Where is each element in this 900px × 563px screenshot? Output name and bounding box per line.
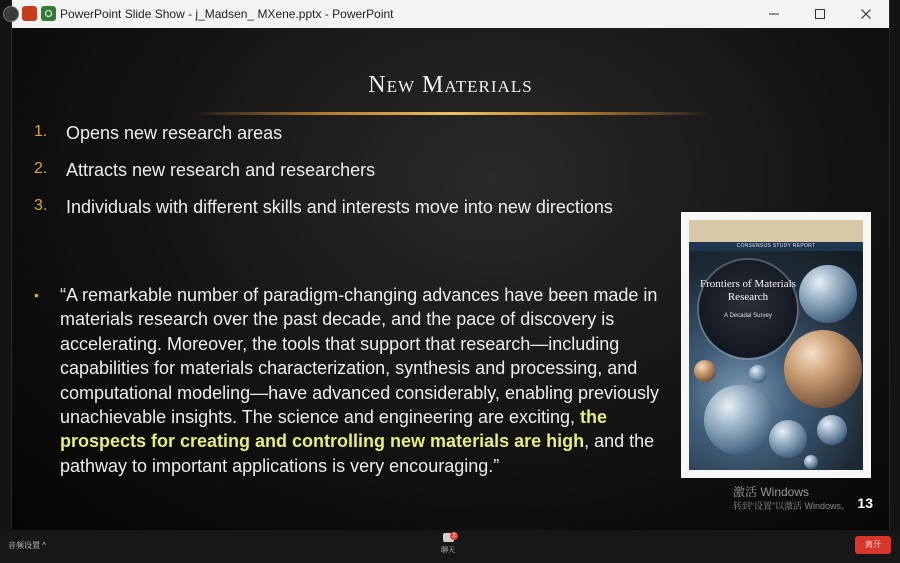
quote-text <box>60 283 664 478</box>
bubble-graphic <box>749 365 767 383</box>
bubble-graphic <box>799 265 857 323</box>
book-band-label: CONSENSUS STUDY REPORT <box>736 243 816 249</box>
chat-button[interactable] <box>436 533 460 561</box>
quote-block <box>34 283 664 478</box>
title-divider <box>192 112 712 115</box>
bubble-graphic <box>694 360 716 382</box>
book-title-circle <box>699 260 797 358</box>
title-bar <box>12 0 889 28</box>
quote-text-start: “A remarkable number of paradigm-changing advances have been made in materials research over the past decade, and the pace of discovery is accelerating. Moreover, the tools that support that research—including capabilities for materials characterization, synthesis and processing, and computational modeling—have advanced considerably, enabling previously unachievable insights. The science and engineering are exciting, <box>60 285 660 428</box>
slide[interactable] <box>12 28 889 530</box>
book-title: Frontiers of Materials Research <box>700 278 796 303</box>
book-top-band <box>689 220 863 242</box>
app-menu-icon[interactable] <box>3 6 19 22</box>
bullet-icon: • <box>34 287 39 303</box>
list-marker: 3. <box>34 197 48 214</box>
bubble-graphic <box>784 330 862 408</box>
slide-number: 13 <box>857 495 873 511</box>
book-subtitle: A Decadal Survey <box>724 313 772 319</box>
activate-windows-hint: 转到“设置”以激活 Windows。 <box>733 501 851 511</box>
window-controls <box>751 0 889 28</box>
maximize-icon[interactable] <box>797 0 843 28</box>
bubble-graphic <box>769 420 807 458</box>
list-item-text: Opens new research areas <box>66 123 283 143</box>
list-marker: 1. <box>34 123 48 140</box>
list-item-text: Attracts new research and researchers <box>66 160 376 180</box>
book-cover-art <box>689 220 863 470</box>
powerpoint-icon <box>22 6 37 21</box>
powerpoint-window <box>11 0 890 530</box>
minimize-icon[interactable] <box>751 0 797 28</box>
chat-label: 聊天 <box>441 547 455 554</box>
list-item <box>34 194 654 220</box>
leave-button[interactable]: 离开 <box>855 536 891 554</box>
list-item-text: Individuals with different skills and interests move into new directions <box>66 197 613 217</box>
recording-icon <box>41 6 56 21</box>
book-cover-image <box>681 212 871 478</box>
list-marker: 2. <box>34 160 48 177</box>
chat-badge: 2 <box>450 532 458 540</box>
activate-windows-title: 激活 Windows <box>733 485 810 499</box>
close-icon[interactable] <box>843 0 889 28</box>
bubble-graphic <box>817 415 847 445</box>
quote-text-end: , and the pathway to important applications is very encouraging.” <box>60 431 655 476</box>
meeting-toolbar <box>0 530 900 563</box>
slide-title: New Materials <box>368 72 533 98</box>
bubble-graphic <box>704 385 774 455</box>
numbered-list <box>34 120 654 231</box>
list-item <box>34 120 654 146</box>
quote-highlight: the prospects for creating and controlling new materials are high <box>60 407 608 452</box>
list-item <box>34 157 654 183</box>
window-title: PowerPoint Slide Show - j_Madsen_ MXene.pptx - PowerPoint <box>60 7 394 21</box>
audio-settings-button[interactable]: 音频设置 ^ <box>8 541 46 550</box>
bubble-graphic <box>804 455 818 469</box>
